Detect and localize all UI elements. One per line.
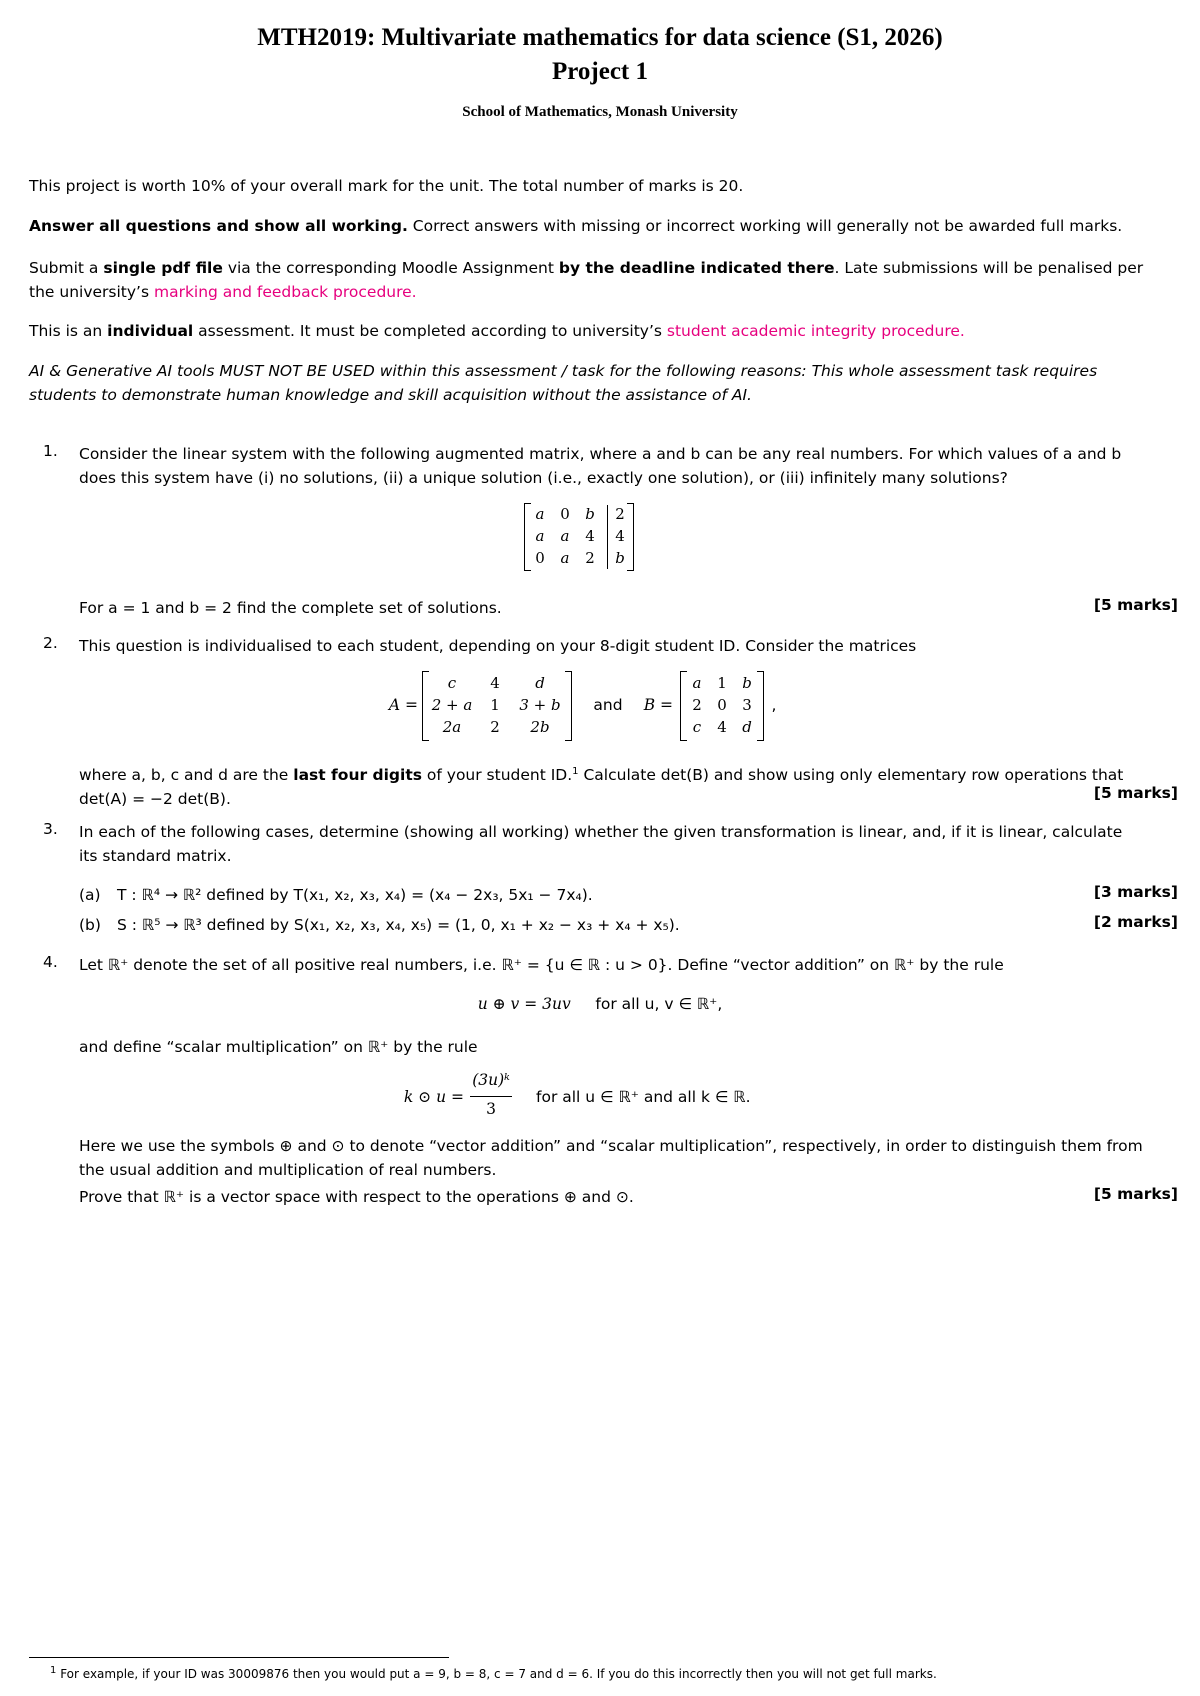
unit-title: MTH2019: Multivariate mathematics for data science (S1, 2026) bbox=[257, 24, 943, 51]
scalar-mult-lhs: k ⊙ u = bbox=[403, 1088, 464, 1106]
integrity-text-4: . bbox=[959, 322, 965, 340]
fraction-bar bbox=[470, 1096, 512, 1097]
intro-worth: This project is worth 10% of your overall mark for the unit. The total number of marks is 20. bbox=[29, 177, 744, 195]
submission-text-7: . bbox=[411, 283, 417, 301]
question-1-text bbox=[79, 442, 1179, 490]
footnote-number: 1 bbox=[50, 1665, 57, 1676]
scalar-mult-denominator: 3 bbox=[486, 1100, 496, 1118]
submission-text-5: . Late submissions will be penalised per bbox=[834, 259, 1144, 277]
intro-submission bbox=[29, 256, 1179, 304]
matrix-B-cell: 1 bbox=[717, 674, 727, 692]
matrix-B-cell: 0 bbox=[717, 696, 727, 714]
q2-text-1: where a, b, c and d are the bbox=[79, 766, 294, 785]
question-3-text bbox=[79, 820, 1179, 868]
instructions-rest: Correct answers with missing or incorrect working will generally not be awarded full marks. bbox=[407, 217, 1123, 235]
q3b-label: (b) bbox=[79, 916, 101, 934]
q4-prove: Prove that ℝ⁺ is a vector space with respect to the operations ⊕ and ⊙. bbox=[79, 1188, 634, 1206]
vector-addition-rule bbox=[0, 995, 1200, 1013]
submission-text-4: by the deadline indicated there bbox=[558, 259, 835, 277]
marking-feedback-link[interactable]: marking and feedback procedure bbox=[153, 283, 412, 301]
matrix-A-cell: 3 + b bbox=[519, 696, 561, 714]
footnote-text: For example, if your ID was 30009876 then you would put a = 9, b = 8, c = 7 and d = 6. If you do this incorrectly then you will not get full marks. bbox=[60, 1667, 937, 1681]
q4-line-3: Here we use the symbols ⊕ and ⊙ to denote “vector addition” and “scalar multiplication”, respectively, in order to distinguish them from bbox=[79, 1137, 1143, 1155]
matrix-A-cell: c bbox=[447, 674, 457, 692]
q2-text-3: of your student ID. bbox=[421, 766, 573, 785]
q3-line-1: In each of the following cases, determine (showing all working) whether the given transformation is linear, and, if it is linear, calculate bbox=[79, 823, 1123, 841]
q1-followup: For a = 1 and b = 2 find the complete set of solutions. bbox=[79, 599, 502, 617]
matrix-B-cell: d bbox=[742, 718, 752, 736]
q3a-label: (a) bbox=[79, 886, 101, 904]
ai-policy-line-1: AI & Generative AI tools MUST NOT BE USED within this assessment / task for the following reasons: This whole assessment task requires bbox=[29, 362, 1098, 380]
q2-marks: [5 marks] bbox=[1093, 784, 1178, 802]
ai-policy-line-2: students to demonstrate human knowledge and skill acquisition without the assistance of AI. bbox=[29, 386, 752, 404]
q3b-text: S : ℝ⁵ → ℝ³ defined by S(x₁, x₂, x₃, x₄, x₅) = (1, 0, x₁ + x₂ − x₃ + x₄ + x₅). bbox=[117, 916, 680, 934]
submission-text-1: Submit a bbox=[29, 259, 104, 277]
matrix-B-cell: 4 bbox=[717, 718, 727, 736]
and-word: and bbox=[593, 696, 623, 714]
matrix-B bbox=[680, 671, 764, 741]
footnote-rule bbox=[29, 1657, 449, 1658]
aug-cell: 0 bbox=[535, 549, 545, 567]
integrity-text-1: This is an bbox=[29, 322, 108, 340]
aug-cell: 2 bbox=[615, 505, 625, 523]
aug-cell: 4 bbox=[585, 527, 595, 545]
q3-line-2: its standard matrix. bbox=[79, 847, 232, 865]
vector-addition-eq: u ⊕ v = 3uv bbox=[477, 995, 571, 1013]
matrix-B-label: B = bbox=[643, 696, 673, 714]
submission-text-3: via the corresponding Moodle Assignment bbox=[222, 259, 559, 277]
question-3-number: 3. bbox=[43, 820, 58, 838]
question-1-number: 1. bbox=[43, 442, 58, 460]
aug-cell: a bbox=[535, 505, 545, 523]
aug-cell: 4 bbox=[615, 527, 625, 545]
question-2-text: This question is individualised to each student, depending on your 8-digit student ID. Consider the matrices bbox=[79, 637, 917, 655]
question-4-number: 4. bbox=[43, 953, 58, 971]
matrix-A-cell: 4 bbox=[490, 674, 500, 692]
matrix-comma: , bbox=[771, 696, 777, 714]
question-2-number: 2. bbox=[43, 634, 58, 652]
q2-text-2: last four digits bbox=[293, 766, 422, 785]
q4-marks: [5 marks] bbox=[1093, 1185, 1178, 1203]
matrix-A-cell: 2b bbox=[530, 718, 550, 736]
q4-scalar-intro: and define “scalar multiplication” on ℝ⁺ by the rule bbox=[79, 1038, 478, 1056]
q1-line-2: does this system have (i) no solutions, (ii) a unique solution (i.e., exactly one solution), or (iii) infinitely many solutions? bbox=[79, 469, 1008, 487]
matrix-A-cell: 2 + a bbox=[431, 696, 473, 714]
project-title: Project 1 bbox=[551, 58, 648, 85]
q4-line-4: the usual addition and multiplication of real numbers. bbox=[79, 1161, 497, 1179]
footnote-marker: 1 bbox=[572, 766, 579, 777]
matrix-B-cell: 2 bbox=[692, 696, 702, 714]
q1-marks: [5 marks] bbox=[1093, 596, 1178, 614]
q3a-marks: [3 marks] bbox=[1093, 883, 1178, 901]
submission-text-6: the university’s bbox=[29, 283, 154, 301]
matrix-B-cell: c bbox=[692, 718, 702, 736]
aug-cell: a bbox=[560, 549, 570, 567]
question-4-text: Let ℝ⁺ denote the set of all positive real numbers, i.e. ℝ⁺ = {u ∈ ℝ : u > 0}. Define “vector addition” on ℝ⁺ by the rule bbox=[79, 956, 1004, 974]
matrix-B-cell: b bbox=[742, 674, 752, 692]
matrix-A bbox=[422, 671, 572, 741]
scalar-mult-tail: for all u ∈ ℝ⁺ and all k ∈ ℝ. bbox=[536, 1088, 751, 1106]
matrix-B-cell: a bbox=[692, 674, 702, 692]
q3b-marks: [2 marks] bbox=[1093, 913, 1178, 931]
integrity-text-2: individual bbox=[107, 322, 194, 340]
aug-cell: a bbox=[535, 527, 545, 545]
matrix-A-cell: 2a bbox=[442, 718, 462, 736]
instructions-bold: Answer all questions and show all working. bbox=[29, 217, 408, 235]
q2-instructions bbox=[79, 760, 1179, 811]
intro-ai-policy bbox=[29, 359, 1179, 407]
intro-integrity bbox=[29, 319, 1179, 343]
q3a-text: T : ℝ⁴ → ℝ² defined by T(x₁, x₂, x₃, x₄) = (x₄ − 2x₃, 5x₁ − 7x₄). bbox=[117, 886, 593, 904]
q2-text-5: det(A) = −2 det(B). bbox=[79, 790, 231, 809]
integrity-procedure-link[interactable]: student academic integrity procedure bbox=[666, 322, 960, 340]
matrix-B-cell: 3 bbox=[742, 696, 752, 714]
vector-addition-tail: for all u, v ∈ ℝ⁺, bbox=[595, 995, 723, 1013]
matrix-A-cell: 2 bbox=[490, 718, 500, 736]
submission-text-2: single pdf file bbox=[103, 259, 223, 277]
matrix-A-label: A = bbox=[388, 696, 418, 714]
intro-instructions bbox=[29, 214, 1179, 238]
q2-text-4: Calculate det(B) and show using only elementary row operations that bbox=[578, 766, 1124, 785]
school-name: School of Mathematics, Monash University bbox=[462, 104, 738, 120]
aug-cell: a bbox=[560, 527, 570, 545]
aug-cell: b bbox=[615, 549, 625, 567]
aug-cell: b bbox=[585, 505, 595, 523]
footnote bbox=[50, 1665, 937, 1681]
q4-symbols-note bbox=[79, 1134, 1179, 1182]
aug-cell: 0 bbox=[560, 505, 570, 523]
matrix-A-cell: d bbox=[535, 674, 545, 692]
matrix-A-cell: 1 bbox=[490, 696, 500, 714]
scalar-mult-numerator: (3u)ᵏ bbox=[472, 1071, 510, 1089]
q1-line-1: Consider the linear system with the following augmented matrix, where a and b can be any real numbers. For which values of a and b bbox=[79, 445, 1122, 463]
integrity-text-3: assessment. It must be completed according to university’s bbox=[193, 322, 667, 340]
augmented-matrix bbox=[524, 503, 634, 571]
aug-cell: 2 bbox=[585, 549, 595, 567]
